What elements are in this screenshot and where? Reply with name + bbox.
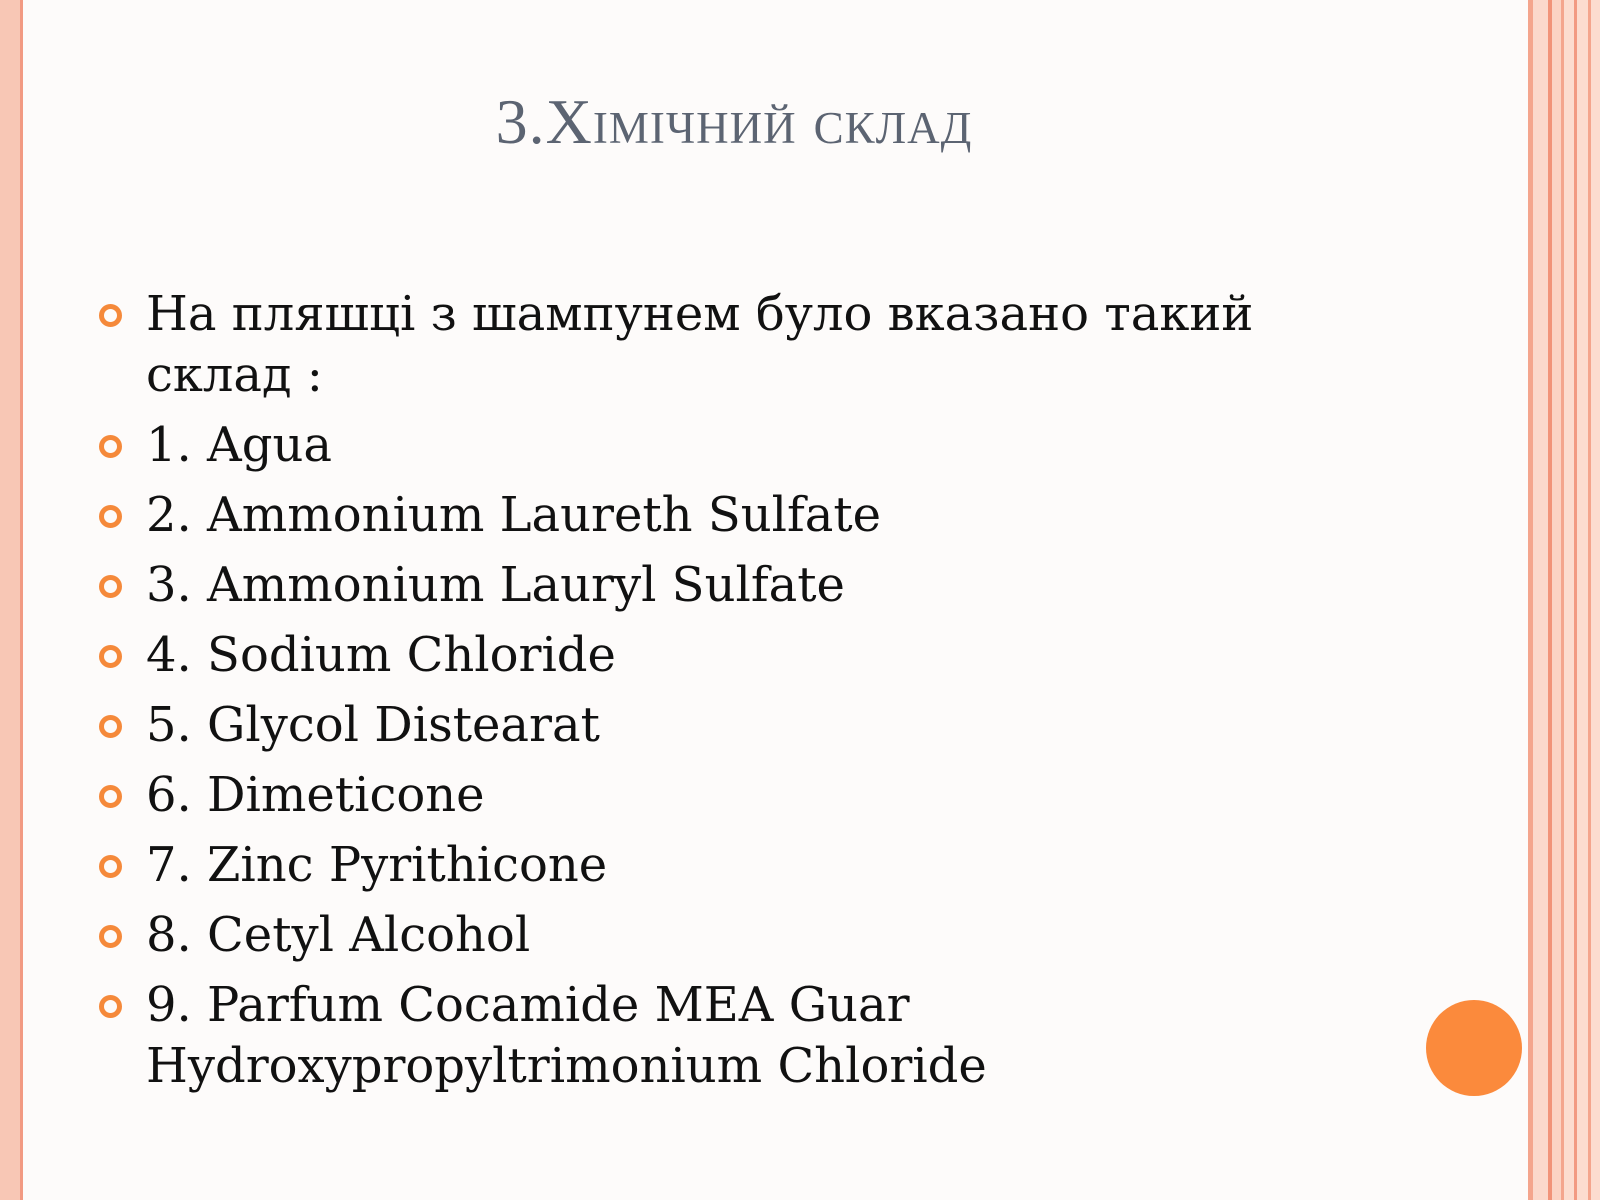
item-text: Hydroxypropyltrimonium Chloride	[146, 1038, 987, 1094]
item-text: 8. Cetyl Alcohol	[146, 907, 531, 963]
right-stripe	[1574, 0, 1577, 1200]
ring-bullet-icon	[99, 304, 122, 327]
right-stripe	[1533, 0, 1548, 1200]
bullet-list	[0, 284, 1400, 1106]
ring-bullet-icon	[99, 785, 122, 808]
list-item	[0, 625, 1400, 686]
list-item	[0, 485, 1400, 546]
ring-bullet-icon	[99, 645, 122, 668]
list-item	[0, 284, 1400, 406]
slide-title: 3.Хімічний склад	[495, 86, 973, 157]
ring-bullet-icon	[99, 995, 122, 1018]
item-text: 1. Agua	[146, 417, 332, 473]
right-stripe	[1588, 0, 1591, 1200]
ring-bullet-icon	[99, 715, 122, 738]
right-stripe	[1552, 0, 1561, 1200]
item-text: 9. Parfum Cocamide MEA Guar	[146, 977, 910, 1033]
item-text: склад :	[146, 347, 323, 403]
list-item	[0, 765, 1400, 826]
list-item	[0, 905, 1400, 966]
item-text: 5. Glycol Distearat	[146, 697, 600, 753]
list-item	[0, 555, 1400, 616]
ring-bullet-icon	[99, 855, 122, 878]
right-stripe	[1564, 0, 1600, 1200]
list-item	[0, 415, 1400, 476]
ring-bullet-icon	[99, 505, 122, 528]
item-text: 2. Ammonium Laureth Sulfate	[146, 487, 882, 543]
item-text: 3. Ammonium Lauryl Sulfate	[146, 557, 845, 613]
item-text: 4. Sodium Chloride	[146, 627, 616, 683]
list-item	[0, 695, 1400, 756]
item-text: 6. Dimeticone	[146, 767, 485, 823]
ring-bullet-icon	[99, 925, 122, 948]
orange-circle-decoration	[1426, 1000, 1522, 1096]
item-text: 7. Zinc Pyrithicone	[146, 837, 608, 893]
list-item	[0, 835, 1400, 896]
list-item	[0, 975, 1400, 1097]
item-text: На пляшці з шампунем було вказано такий	[146, 286, 1254, 342]
ring-bullet-icon	[99, 575, 122, 598]
ring-bullet-icon	[99, 435, 122, 458]
